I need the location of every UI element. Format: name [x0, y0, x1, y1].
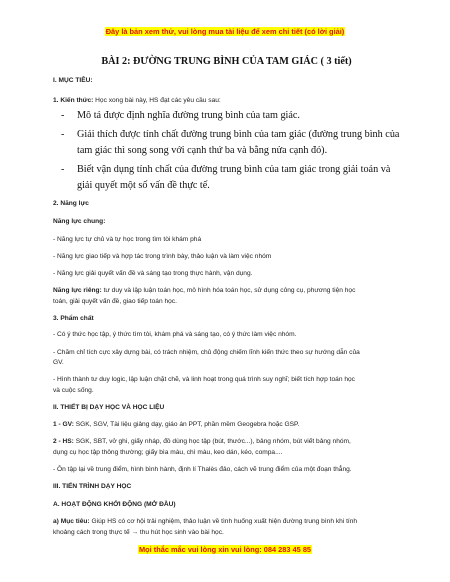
list-item: - Có ý thức học tập, ý thức tìm tòi, khám phá và sáng tạo, có ý thức làm việc nhóm.: [53, 331, 297, 338]
equipment-heading: II. THIẾT BỊ DẠY HỌC VÀ HỌC LIỆU: [53, 404, 165, 411]
bullet-item: - Biết vận dụng tính chất của đường trung bình của tam giác trong giải toán và: [61, 164, 391, 175]
list-item: - Chăm chỉ tích cực xây dựng bài, có trách nhiệm, chủ động chiếm lĩnh kiến thức theo sự hướng dẫn của: [53, 349, 360, 356]
bullet-continuation: tam giác thì song song với cạnh thứ ba và bằng nửa cạnh đó).: [77, 145, 328, 156]
header-notice: Đây là bản xem thử, vui lòng mua tài liệu để xem chi tiết (có lời giải): [105, 27, 345, 36]
specific-competency-cont: toán, giải quyết vấn đề, giao tiếp toán học.: [53, 298, 177, 305]
process-heading: III. TIẾN TRÌNH DẠY HỌC: [53, 483, 132, 490]
goal-line: a) Mục tiêu: Giúp HS có cơ hội trải nghiệm, thảo luận về tình huống xuất hiện đường trung bình khi tính: [53, 518, 358, 525]
competency-heading: 2. Năng lực: [53, 200, 89, 207]
quality-heading: 3. Phẩm chất: [53, 315, 94, 322]
list-item: - Hình thành tư duy logic, lập luận chặt chẽ, và linh hoạt trong quá trình suy nghĩ; biết tích hợp toán học: [53, 376, 355, 383]
bullet-continuation: giải quyết một số vấn đề thực tế.: [77, 180, 210, 191]
list-item-cont: GV.: [53, 359, 64, 366]
list-item: - Năng lực giải quyết vấn đề và sáng tạo trong thực hành, vận dụng.: [53, 270, 253, 277]
list-item: - Năng lực giao tiếp và hợp tác trong trình bày, thảo luận và làm việc nhóm: [53, 253, 272, 260]
objectives-heading: I. MỤC TIÊU:: [53, 77, 93, 84]
knowledge-line: 1. Kiến thức: Học xong bài này, HS đạt các yêu cầu sau:: [53, 97, 221, 104]
hs-line: 2 - HS: SGK, SBT, vở ghi, giấy nháp, đồ dùng học tập (bút, thước...), bảng nhóm, bút viết bảng nhóm,: [53, 438, 351, 445]
list-item-cont: và cuộc sống.: [53, 387, 94, 394]
bullet-item: - Mô tả được định nghĩa đường trung bình của tam giác.: [61, 110, 300, 121]
bullet-item: - Giải thích được tính chất đường trung bình của tam giác (đường trung bình của: [61, 129, 400, 140]
general-competency-label: Năng lực chung:: [53, 218, 106, 225]
activity-heading: A. HOẠT ĐỘNG KHỞI ĐỘNG (MỞ ĐẦU): [53, 501, 176, 508]
list-item: - Năng lực tự chủ và tự học trong tìm tòi khám phá: [53, 236, 202, 243]
review-line: - Ôn tập lại về trung điểm, hình bình hành, định lí Thalès đảo, cách vẽ trung điểm của một đoạn thẳng.: [53, 466, 352, 473]
footer-notice: Mọi thắc mắc vui lòng xin vui lòng: 084 283 45 85: [138, 545, 312, 554]
gv-line: 1 - GV: SGK, SGV, Tài liệu giảng dạy, giáo án PPT, phần mềm Geogebra hoặc GSP.: [53, 421, 300, 428]
hs-line-cont: dụng cụ học tập thông thường; giấy bìa màu, chì màu, keo dán, kéo, compa....: [53, 449, 283, 456]
specific-competency: Năng lực riêng: tư duy và lập luận toán học, mô hình hóa toán học, sử dụng công cụ, phương tiện học: [53, 287, 356, 294]
lesson-title: BÀI 2: ĐƯỜNG TRUNG BÌNH CỦA TAM GIÁC ( 3 tiết): [101, 56, 352, 67]
goal-line-cont: khoảng cách trong thực tế → thu hút học sinh vào bài học.: [53, 529, 224, 536]
